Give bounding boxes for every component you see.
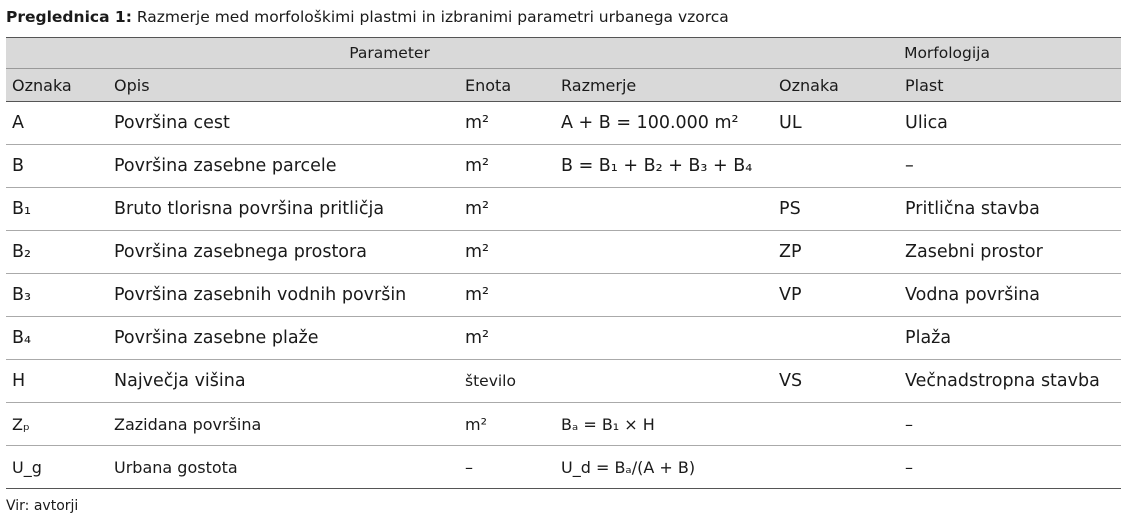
column-header-opis: Opis xyxy=(108,69,459,102)
cell-opis: Površina zasebne parcele xyxy=(108,145,459,188)
cell-opis: Površina zasebnega prostora xyxy=(108,231,459,274)
cell-oznaka: B₁ xyxy=(6,188,108,231)
table-row xyxy=(6,231,1121,274)
cell-opis: Zazidana površina xyxy=(108,403,459,446)
cell-opis: Urbana gostota xyxy=(108,446,459,489)
cell-oznaka: B₂ xyxy=(6,231,108,274)
column-header-plast: Plast xyxy=(899,69,1121,102)
source-note: Vir: avtorji xyxy=(6,498,79,514)
cell-plast: – xyxy=(899,403,1121,446)
column-header-oznaka: Oznaka xyxy=(6,69,108,102)
cell-plast: Plaža xyxy=(899,317,1121,360)
parameters-table xyxy=(6,37,1121,489)
cell-opis: Površina cest xyxy=(108,102,459,145)
cell-enota: m² xyxy=(459,145,555,188)
cell-enota: m² xyxy=(459,188,555,231)
cell-morf-oznaka: UL xyxy=(773,102,899,145)
cell-oznaka: Zₚ xyxy=(6,403,108,446)
cell-oznaka: U_g xyxy=(6,446,108,489)
caption-text: Razmerje med morfološkimi plastmi in izbranimi parametri urbanega vzorca xyxy=(136,8,729,26)
cell-morf-oznaka: VS xyxy=(773,360,899,403)
table-row xyxy=(6,317,1121,360)
table-row xyxy=(6,145,1121,188)
table-row xyxy=(6,446,1121,489)
group-header-row xyxy=(6,38,1121,69)
cell-oznaka: B₄ xyxy=(6,317,108,360)
cell-plast: Vodna površina xyxy=(899,274,1121,317)
cell-plast: Pritlična stavba xyxy=(899,188,1121,231)
cell-morf-oznaka xyxy=(773,403,899,446)
cell-razmerje xyxy=(555,360,773,403)
cell-morf-oznaka xyxy=(773,145,899,188)
column-header-morf-oznaka: Oznaka xyxy=(773,69,899,102)
cell-plast: Ulica xyxy=(899,102,1121,145)
cell-opis: Največja višina xyxy=(108,360,459,403)
cell-morf-oznaka xyxy=(773,317,899,360)
cell-razmerje: Bₐ = B₁ × H xyxy=(555,403,773,446)
cell-morf-oznaka: VP xyxy=(773,274,899,317)
cell-plast: – xyxy=(899,446,1121,489)
cell-enota: m² xyxy=(459,403,555,446)
cell-enota: m² xyxy=(459,274,555,317)
cell-razmerje: A + B = 100.000 m² xyxy=(555,102,773,145)
cell-enota: – xyxy=(459,446,555,489)
cell-razmerje: U_d = Bₐ/(A + B) xyxy=(555,446,773,489)
table-caption xyxy=(6,8,729,26)
table-row xyxy=(6,360,1121,403)
parameter-group-header: Parameter xyxy=(6,38,773,69)
cell-opis: Bruto tlorisna površina pritličja xyxy=(108,188,459,231)
cell-enota: m² xyxy=(459,231,555,274)
table-row xyxy=(6,403,1121,446)
cell-razmerje: B = B₁ + B₂ + B₃ + B₄ xyxy=(555,145,773,188)
morfologija-group-header: Morfologija xyxy=(773,38,1121,69)
cell-oznaka: H xyxy=(6,360,108,403)
cell-morf-oznaka: ZP xyxy=(773,231,899,274)
cell-razmerje xyxy=(555,274,773,317)
cell-oznaka: B xyxy=(6,145,108,188)
cell-morf-oznaka xyxy=(773,446,899,489)
cell-plast: Večnadstropna stavba xyxy=(899,360,1121,403)
cell-opis: Površina zasebnih vodnih površin xyxy=(108,274,459,317)
cell-oznaka: B₃ xyxy=(6,274,108,317)
caption-label: Preglednica 1: xyxy=(6,8,132,26)
cell-razmerje xyxy=(555,188,773,231)
cell-oznaka: A xyxy=(6,102,108,145)
cell-opis: Površina zasebne plaže xyxy=(108,317,459,360)
cell-morf-oznaka: PS xyxy=(773,188,899,231)
cell-enota: m² xyxy=(459,102,555,145)
table-row xyxy=(6,102,1121,145)
cell-enota: število xyxy=(459,360,555,403)
cell-plast: – xyxy=(899,145,1121,188)
column-header-row xyxy=(6,69,1121,102)
column-header-enota: Enota xyxy=(459,69,555,102)
cell-razmerje xyxy=(555,231,773,274)
cell-razmerje xyxy=(555,317,773,360)
column-header-razmerje: Razmerje xyxy=(555,69,773,102)
cell-enota: m² xyxy=(459,317,555,360)
cell-plast: Zasebni prostor xyxy=(899,231,1121,274)
table-row xyxy=(6,274,1121,317)
table-row xyxy=(6,188,1121,231)
